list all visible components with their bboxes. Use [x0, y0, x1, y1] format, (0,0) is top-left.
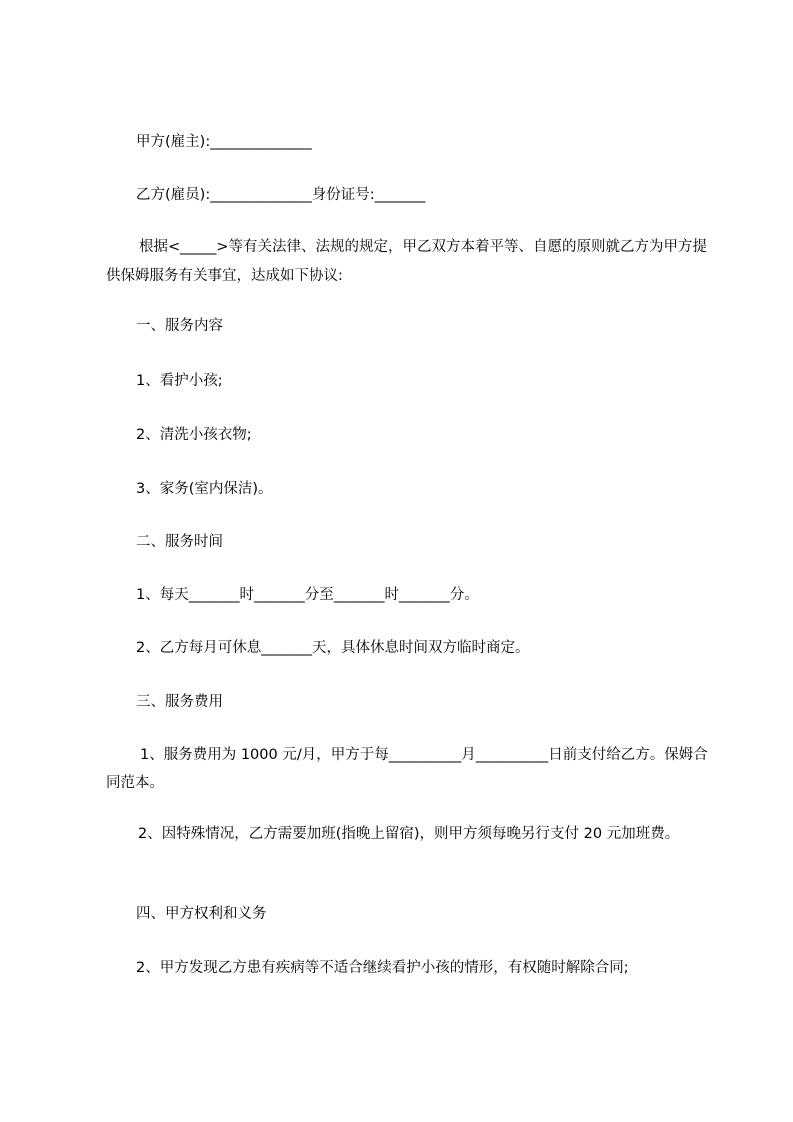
- list-item: 2、清洗小孩衣物;: [136, 427, 252, 443]
- section-heading: 二、服务时间: [136, 534, 223, 550]
- section-heading: 四、甲方权利和义务: [136, 906, 267, 922]
- overtime-paragraph: 2、因特殊情况，乙方需要加班(指晚上留宿)，则甲方须每晚另行支付 20 元加班费。: [138, 826, 680, 842]
- party-a-line: 甲方(雇主):______________: [136, 134, 312, 150]
- list-item: 3、家务(室内保洁)。: [136, 481, 273, 497]
- list-item: 1、每天_______时_______分至_______时_______分。: [136, 587, 479, 603]
- fee-paragraph: 1、服务费用为 1000 元/月，甲方于每__________月__________日前支付给乙方。保姆合同范本。: [106, 747, 708, 791]
- list-item: 2、乙方每月可休息_______天，具体休息时间双方临时商定。: [136, 640, 530, 656]
- section-heading: 三、服务费用: [136, 694, 223, 710]
- section-heading: 一、服务内容: [136, 318, 223, 334]
- list-item: 1、看护小孩;: [136, 373, 223, 389]
- list-item: 2、甲方发现乙方患有疾病等不适合继续看护小孩的情形，有权随时解除合同;: [136, 960, 629, 976]
- intro-paragraph: 根据<_____>等有关法律、法规的规定，甲乙双方本着平等、自愿的原则就乙方为甲方提供保姆服务有关事宜，达成如下协议:: [106, 239, 708, 284]
- party-b-line: 乙方(雇员):______________身份证号:_______: [136, 187, 426, 203]
